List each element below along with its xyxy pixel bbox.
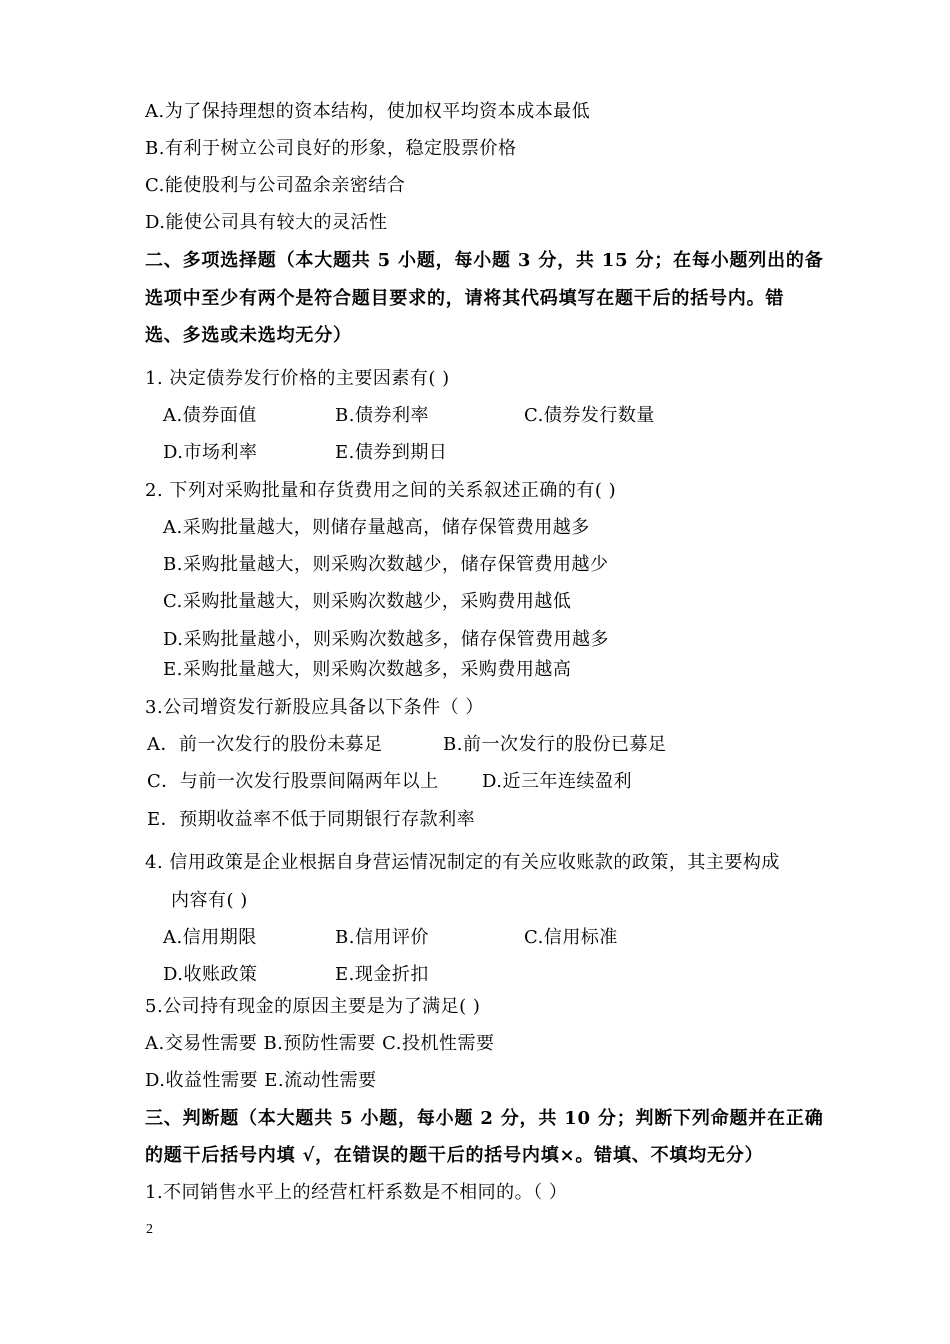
q4-stem-line2: 内容有( ) (171, 890, 248, 911)
q3-option-b: B.前一次发行的股份已募足 (443, 734, 667, 755)
prev-option-a: A.为了保持理想的资本结构，使加权平均资本成本最低 (145, 101, 591, 122)
section2-heading-line3: 选、多选或未选均无分） (145, 325, 352, 346)
section2-heading-line1: 二、多项选择题（本大题共 5 小题，每小题 3 分，共 15 分；在每小题列出的备 (145, 250, 824, 271)
q4-option-d: D.收账政策 (163, 964, 258, 985)
q5-options-row2: D.收益性需要 E.流动性需要 (145, 1070, 377, 1091)
q1-option-a: A.债券面值 (163, 405, 257, 426)
q2-stem: 2. 下列对采购批量和存货费用之间的关系叙述正确的有( ) (145, 480, 617, 501)
q4-option-a: A.信用期限 (163, 927, 257, 948)
section2-heading-line2: 选项中至少有两个是符合题目要求的，请将其代码填写在题干后的括号内。错 (145, 288, 785, 309)
section3-heading-line2: 的题干后括号内填 √，在错误的题干后的括号内填×。错填、不填均无分） (145, 1145, 764, 1166)
q2-option-d: D.采购批量越小，则采购次数越多，储存保管费用越多 (163, 629, 610, 650)
tf-question-1: 1.不同销售水平上的经营杠杆系数是不相同的。（ ） (145, 1182, 568, 1203)
q2-option-c: C.采购批量越大，则采购次数越少，采购费用越低 (163, 591, 572, 612)
q3-option-c: C．与前一次发行股票间隔两年以上 (147, 771, 439, 792)
q1-option-b: B.债券利率 (335, 405, 429, 426)
q4-option-b: B.信用评价 (335, 927, 429, 948)
prev-option-c: C.能使股利与公司盈余亲密结合 (145, 175, 406, 196)
q3-option-e: E．预期收益率不低于同期银行存款利率 (147, 809, 476, 830)
q1-option-d: D.市场利率 (163, 442, 258, 463)
q2-option-e: E.采购批量越大，则采购次数越多，采购费用越高 (163, 659, 572, 680)
q1-option-c: C.债券发行数量 (524, 405, 655, 426)
q3-option-a: A．前一次发行的股份未募足 (147, 734, 383, 755)
q1-stem: 1. 决定债券发行价格的主要因素有( ) (145, 368, 450, 389)
q2-option-b: B.采购批量越大，则采购次数越少，储存保管费用越少 (163, 554, 609, 575)
page-number: 2 (146, 1222, 153, 1237)
q1-option-e: E.债券到期日 (335, 442, 448, 463)
q3-stem: 3.公司增资发行新股应具备以下条件（ ） (145, 697, 484, 718)
q4-stem-line1: 4. 信用政策是企业根据自身营运情况制定的有关应收账款的政策，其主要构成 (145, 852, 780, 873)
q5-options-row1: A.交易性需要 B.预防性需要 C.投机性需要 (145, 1033, 495, 1054)
prev-option-d: D.能使公司具有较大的灵活性 (145, 212, 388, 233)
q4-option-e: E.现金折扣 (335, 964, 429, 985)
q2-option-a: A.采购批量越大，则储存量越高，储存保管费用越多 (163, 517, 590, 538)
prev-option-b: B.有利于树立公司良好的形象，稳定股票价格 (145, 138, 517, 159)
q5-stem: 5.公司持有现金的原因主要是为了满足( ) (145, 996, 481, 1017)
section3-heading-line1: 三、判断题（本大题共 5 小题，每小题 2 分，共 10 分；判断下列命题并在正确 (145, 1108, 824, 1129)
q3-option-d: D.近三年连续盈利 (482, 771, 633, 792)
q4-option-c: C.信用标准 (524, 927, 618, 948)
